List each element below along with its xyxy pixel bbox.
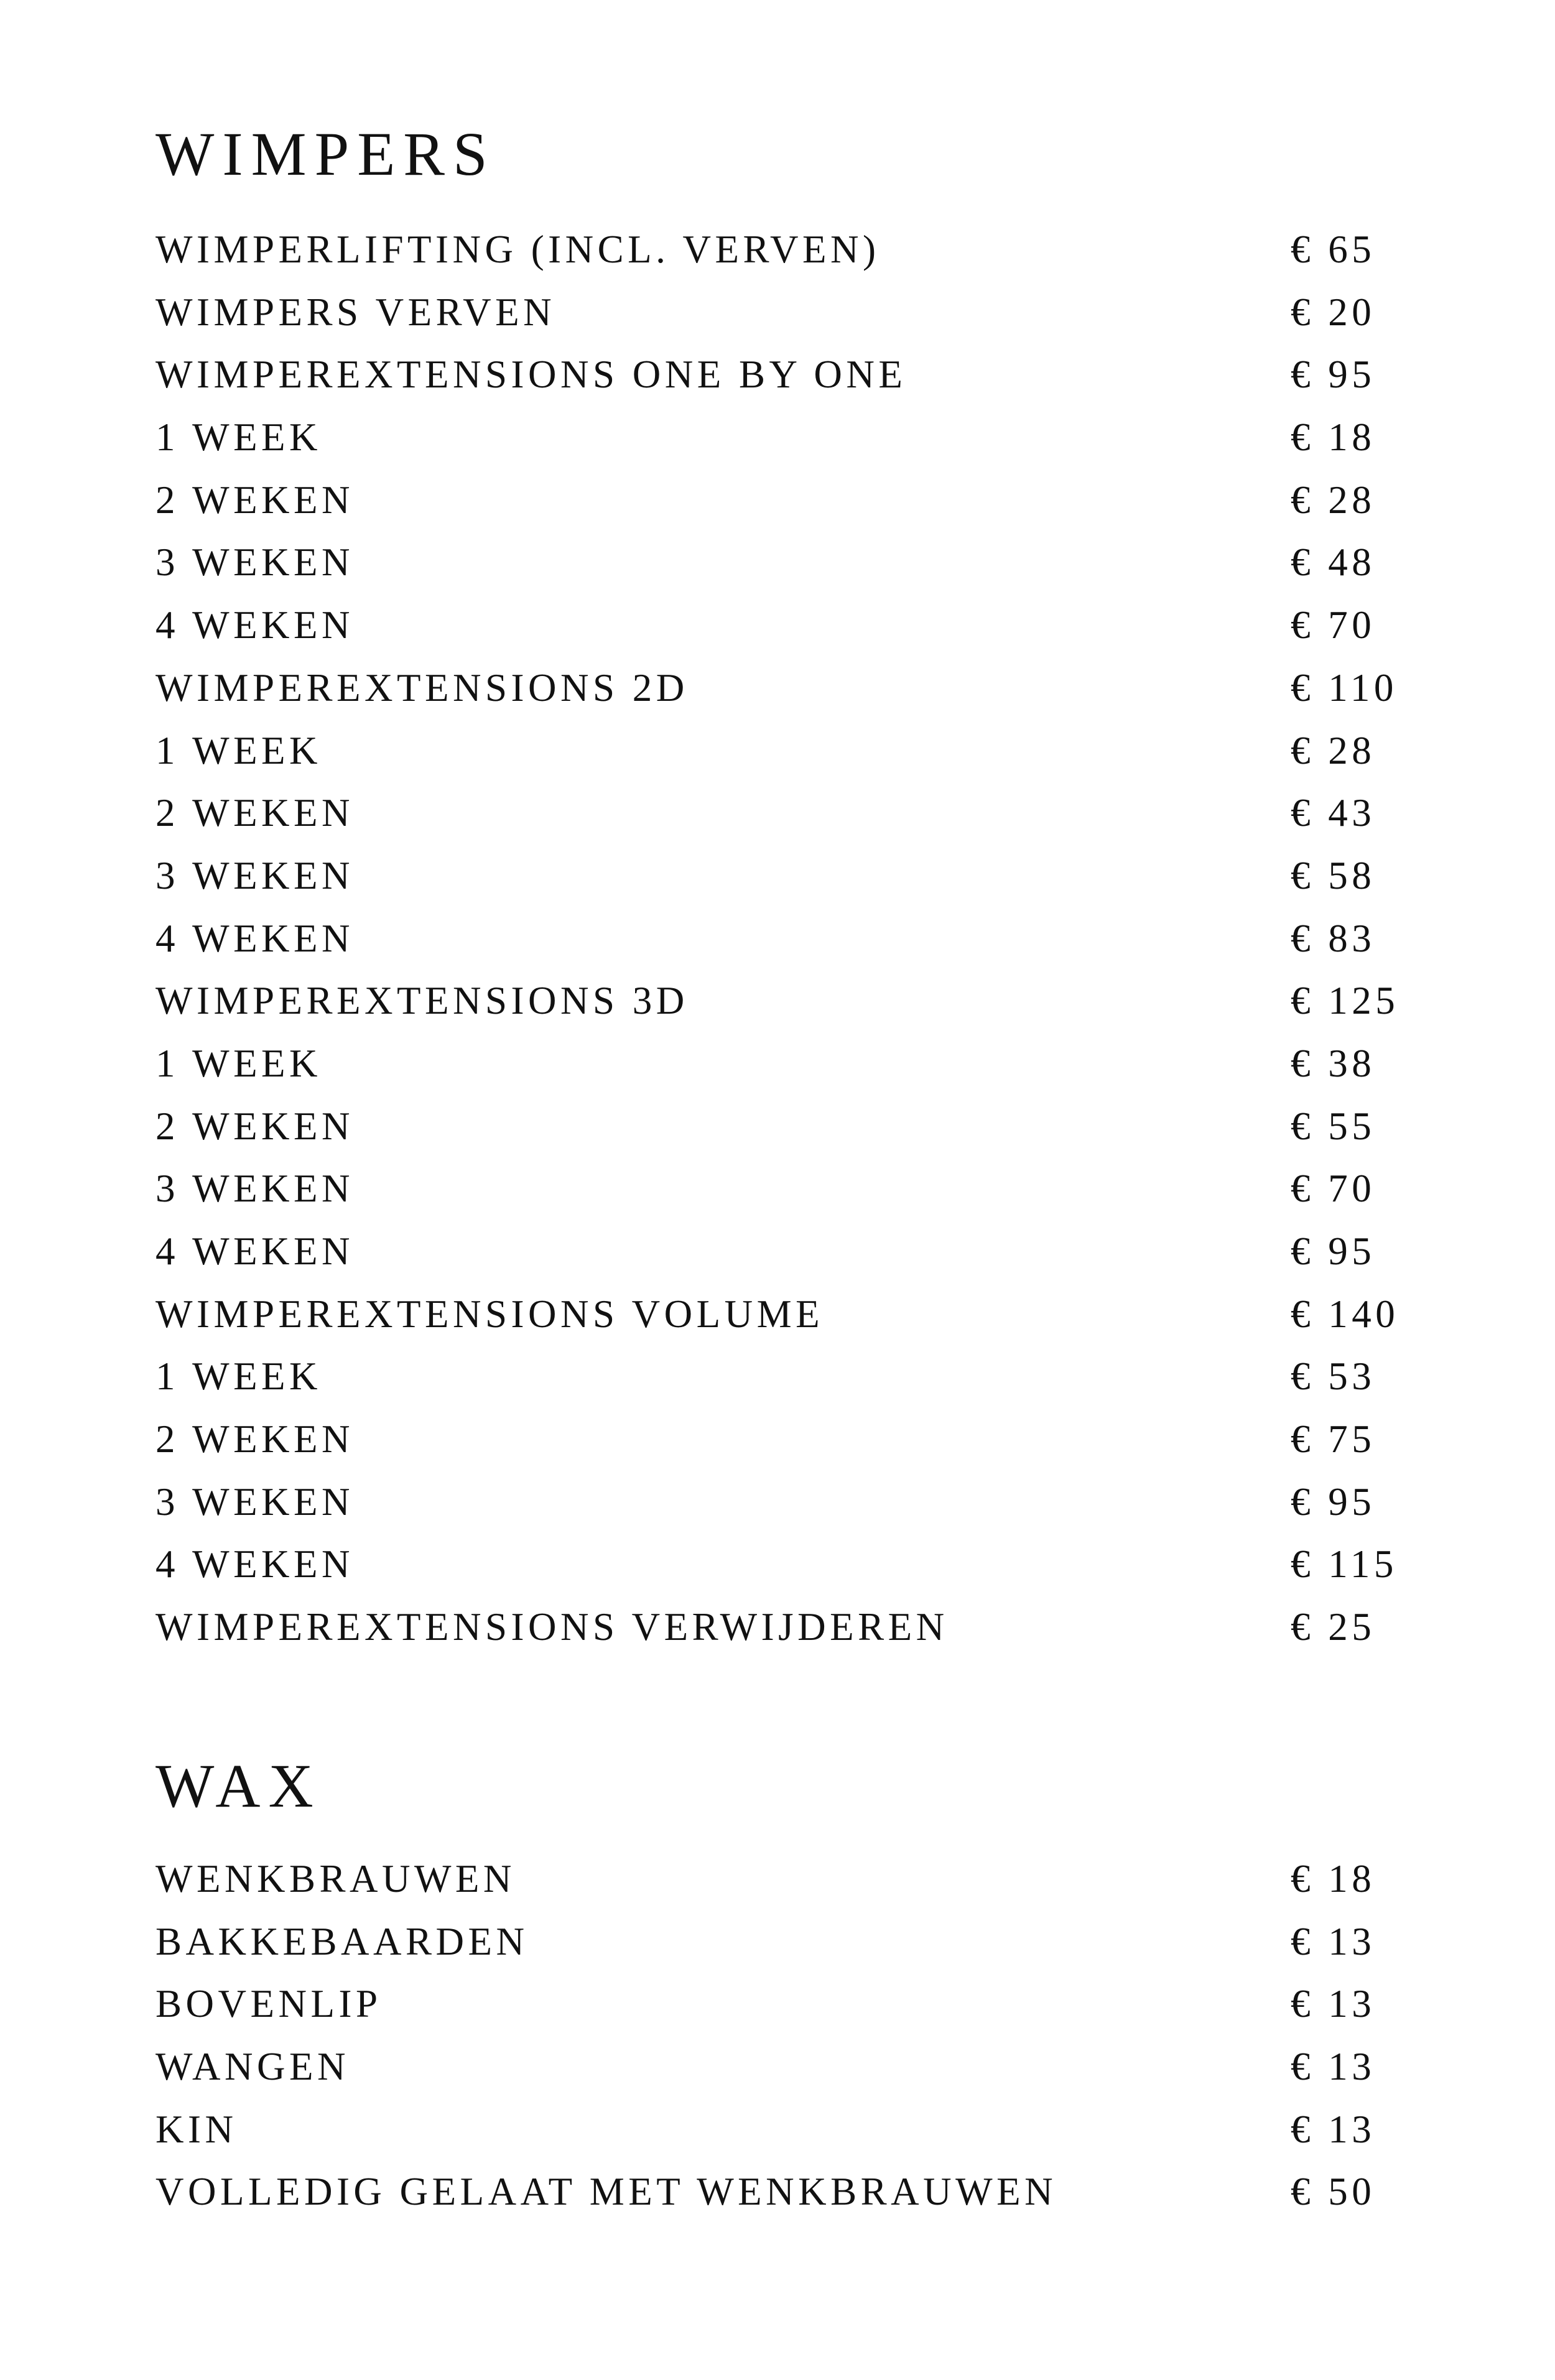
- service-price: € 13: [1291, 2045, 1376, 2089]
- price-row: [156, 1542, 1400, 1608]
- price-row: [156, 603, 1400, 669]
- service-name: 3 WEKEN: [156, 1167, 355, 1211]
- price-row: [156, 290, 1400, 356]
- price-row: [156, 355, 1400, 418]
- service-price: € 18: [1291, 1857, 1376, 1901]
- service-name: 3 WEKEN: [156, 853, 355, 897]
- service-price: € 18: [1291, 415, 1376, 460]
- price-row: [156, 1354, 1400, 1420]
- service-price: € 95: [1291, 1479, 1376, 1524]
- service-name: 1 WEEK: [156, 1354, 322, 1399]
- price-row: [156, 2172, 1400, 2235]
- service-price: € 28: [1291, 478, 1376, 522]
- service-price: € 58: [1291, 853, 1376, 897]
- service-name: WIMPEREXTENSIONS VERWIJDEREN: [156, 1605, 949, 1649]
- service-price: € 13: [1291, 1919, 1376, 1963]
- service-price: € 110: [1291, 665, 1398, 710]
- price-row: [156, 1292, 1400, 1358]
- service-price: € 48: [1291, 540, 1376, 585]
- service-name: WANGEN: [156, 2045, 350, 2089]
- service-name: WIMPERS VERVEN: [156, 290, 556, 334]
- service-name: 3 WEKEN: [156, 540, 355, 585]
- service-name: WIMPEREXTENSIONS 3D: [156, 979, 689, 1023]
- service-price: € 38: [1291, 1041, 1376, 1085]
- service-name: 4 WEKEN: [156, 916, 355, 960]
- price-row: [156, 728, 1400, 794]
- service-price: € 25: [1291, 1605, 1376, 1649]
- service-name: BAKKEBAARDEN: [156, 1919, 529, 1963]
- service-price: € 43: [1291, 791, 1376, 835]
- service-price: € 115: [1291, 1542, 1398, 1586]
- price-row: [156, 1417, 1400, 1483]
- service-name: 2 WEKEN: [156, 478, 355, 522]
- price-row: [156, 1984, 1400, 2047]
- service-price: € 95: [1291, 1229, 1376, 1273]
- service-price: € 55: [1291, 1104, 1376, 1148]
- service-price: € 28: [1291, 728, 1376, 772]
- price-list-wax: [156, 1859, 1400, 2235]
- service-name: 3 WEKEN: [156, 1479, 355, 1524]
- price-row: [156, 1041, 1400, 1107]
- service-name: 4 WEKEN: [156, 1542, 355, 1586]
- service-price: € 70: [1291, 1167, 1376, 1211]
- service-price: € 13: [1291, 1982, 1376, 2026]
- service-price: € 65: [1291, 228, 1376, 271]
- price-row: [156, 853, 1400, 919]
- service-price: € 53: [1291, 1354, 1376, 1399]
- service-name: WIMPEREXTENSIONS VOLUME: [156, 1292, 824, 1336]
- section-title-wimpers: WIMPERS: [156, 119, 496, 188]
- service-name: 1 WEEK: [156, 728, 322, 772]
- price-row: [156, 916, 1400, 982]
- price-row: [156, 791, 1400, 856]
- service-price: € 75: [1291, 1417, 1376, 1461]
- service-price: € 13: [1291, 2107, 1376, 2151]
- price-row: [156, 2107, 1400, 2173]
- price-row: [156, 230, 1400, 293]
- price-row: [156, 1479, 1400, 1545]
- service-name: 1 WEEK: [156, 1041, 322, 1085]
- service-name: BOVENLIP: [156, 1982, 382, 2026]
- service-name: 2 WEKEN: [156, 1104, 355, 1148]
- service-price: € 83: [1291, 916, 1376, 960]
- service-price: € 20: [1291, 290, 1376, 334]
- service-price: € 95: [1291, 353, 1376, 397]
- service-name: 2 WEKEN: [156, 791, 355, 835]
- price-row: [156, 415, 1400, 481]
- price-row: [156, 1229, 1400, 1295]
- price-row: [156, 2047, 1400, 2110]
- price-row: [156, 981, 1400, 1044]
- service-name: WENKBRAUWEN: [156, 1857, 516, 1901]
- service-name: 1 WEEK: [156, 415, 322, 460]
- price-row: [156, 1605, 1400, 1670]
- service-name: 4 WEKEN: [156, 603, 355, 647]
- service-name: 4 WEKEN: [156, 1229, 355, 1273]
- price-list-wimpers: [156, 230, 1400, 1670]
- service-price: € 140: [1291, 1292, 1400, 1336]
- service-name: WIMPEREXTENSIONS 2D: [156, 665, 689, 710]
- service-name: WIMPERLIFTING (INCL. VERVEN): [156, 228, 880, 271]
- price-row: [156, 1919, 1400, 1985]
- service-price: € 125: [1291, 979, 1400, 1023]
- price-row: [156, 1169, 1400, 1232]
- section-title-wax: WAX: [156, 1751, 322, 1820]
- price-row: [156, 1859, 1400, 1922]
- price-row: [156, 540, 1400, 606]
- service-name: 2 WEKEN: [156, 1417, 355, 1461]
- service-price: € 70: [1291, 603, 1376, 647]
- price-row: [156, 665, 1400, 731]
- service-price: € 50: [1291, 2170, 1376, 2214]
- service-name: WIMPEREXTENSIONS ONE BY ONE: [156, 353, 907, 397]
- service-name: KIN: [156, 2107, 238, 2151]
- price-row: [156, 478, 1400, 544]
- service-name: VOLLEDIG GELAAT MET WENKBRAUWEN: [156, 2170, 1057, 2214]
- price-row: [156, 1104, 1400, 1170]
